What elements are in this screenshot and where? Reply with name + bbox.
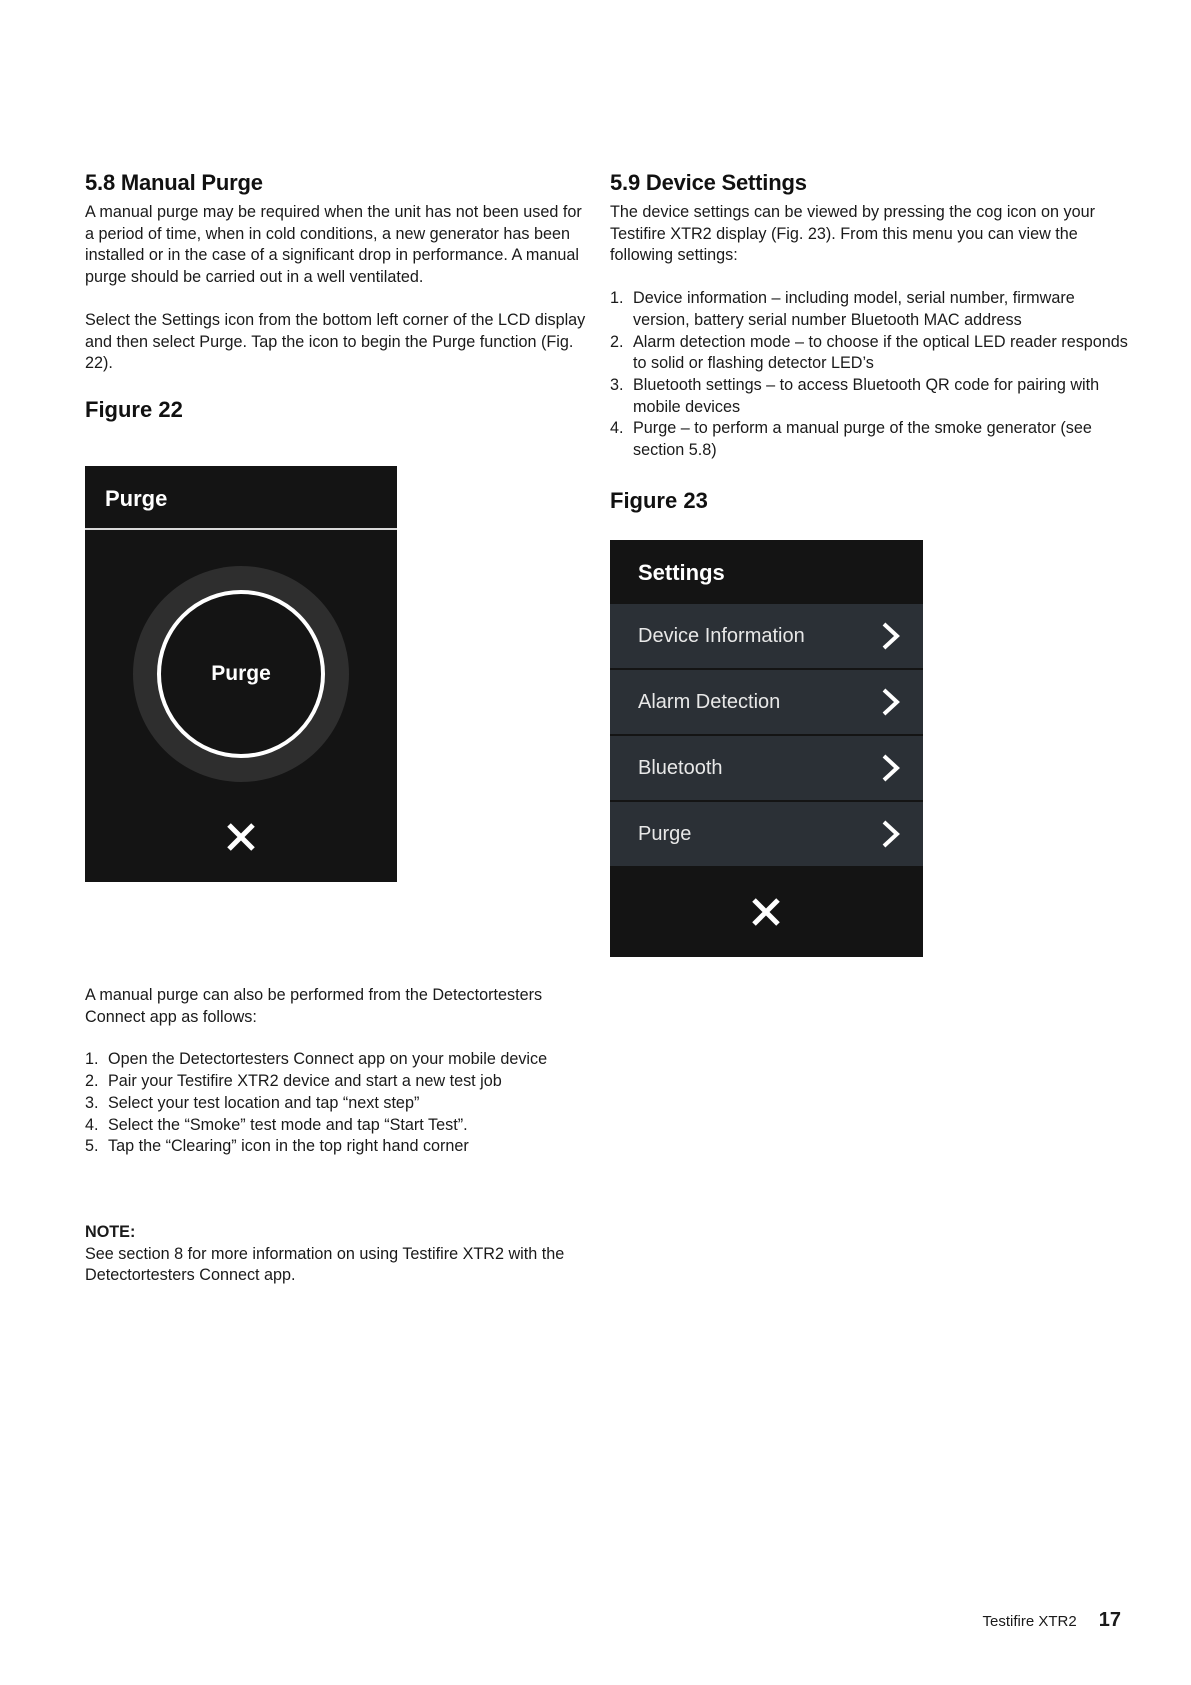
list-item: 1. Device information – including model, serial number, firmware version, battery serial number Bluetooth MAC address [610, 289, 1075, 329]
figure-23-title: Figure 23 [610, 487, 708, 513]
menu-item-label: Purge [638, 822, 692, 845]
menu-item-label: Bluetooth [638, 756, 723, 779]
menu-item-device-information[interactable] [610, 604, 923, 668]
menu-item-alarm-detection[interactable] [610, 670, 923, 734]
list-item: 2. Pair your Testifire XTR2 device and start a new test job [85, 1072, 502, 1091]
manual-purge-paragraph-2: Select the Settings icon from the bottom left corner of the LCD display and then select Purge. Tap the icon to begin the Purge function (Fig. 22). [85, 310, 586, 373]
app-purge-instructions [85, 985, 605, 1287]
menu-item-label: Alarm Detection [638, 690, 781, 713]
app-intro-paragraph: A manual purge can also be performed from the Detectortesters Connect app as follows: [85, 986, 543, 1026]
app-steps-list [85, 1049, 605, 1158]
figure-23-settings-screen [610, 540, 923, 957]
purge-button-label: Purge [211, 662, 271, 685]
figure-22-title: Figure 22 [85, 396, 183, 422]
figure-22-purge-screen [85, 466, 397, 882]
menu-item-bluetooth[interactable] [610, 736, 923, 800]
close-icon[interactable] [225, 821, 257, 853]
note-text: See section 8 for more information on using Testifire XTR2 with the Detectortesters Connect app. [85, 1244, 565, 1285]
device-settings-paragraph: The device settings can be viewed by pressing the cog icon on your Testifire XTR2 display (Fig. 23). From this menu you can view the following settings: [610, 203, 1096, 265]
menu-item-label: Device Information [638, 624, 805, 647]
device-settings-section [610, 170, 1130, 514]
list-item: 3. Select your test location and tap “next step” [85, 1093, 420, 1112]
list-item: 4. Select the “Smoke” test mode and tap “Start Test”. [85, 1115, 468, 1134]
chevron-right-icon [881, 687, 901, 717]
manual-purge-section [85, 170, 595, 423]
section-heading-device-settings: 5.9 Device Settings [610, 170, 807, 195]
footer-brand: Testifire XTR2 [982, 1613, 1077, 1630]
list-item: 4. Purge – to perform a manual purge of the smoke generator (see section 5.8) [610, 419, 1092, 460]
list-item: 2. Alarm detection mode – to choose if the optical LED reader responds to solid or flashing detector LED’s [610, 332, 1128, 373]
list-item: 1. Open the Detectortesters Connect app on your mobile device [85, 1050, 548, 1069]
page-footer [983, 1609, 1121, 1632]
purge-button[interactable] [157, 590, 325, 758]
page-number: 17 [1098, 1609, 1121, 1631]
manual-purge-paragraph-1: A manual purge may be required when the unit has not been used for a period of time, when in cold conditions, a new generator has been installed or in the case of a significant drop in performance. A manual purge should be carried out in a well ventilated. [85, 203, 582, 287]
purge-button-ring [133, 566, 349, 782]
chevron-right-icon [881, 753, 901, 783]
chevron-right-icon [881, 819, 901, 849]
menu-item-purge[interactable] [610, 802, 923, 866]
section-heading-manual-purge: 5.8 Manual Purge [85, 170, 263, 195]
purge-screen-title: Purge [85, 466, 397, 530]
settings-screen-title: Settings [638, 560, 725, 585]
list-item: 3. Bluetooth settings – to access Bluetooth QR code for pairing with mobile devices [610, 375, 1100, 416]
device-settings-list [610, 288, 1130, 462]
list-item: 5. Tap the “Clearing” icon in the top right hand corner [85, 1137, 469, 1156]
chevron-right-icon [881, 621, 901, 651]
close-icon[interactable] [750, 896, 782, 928]
note-label: NOTE: [85, 1222, 136, 1241]
